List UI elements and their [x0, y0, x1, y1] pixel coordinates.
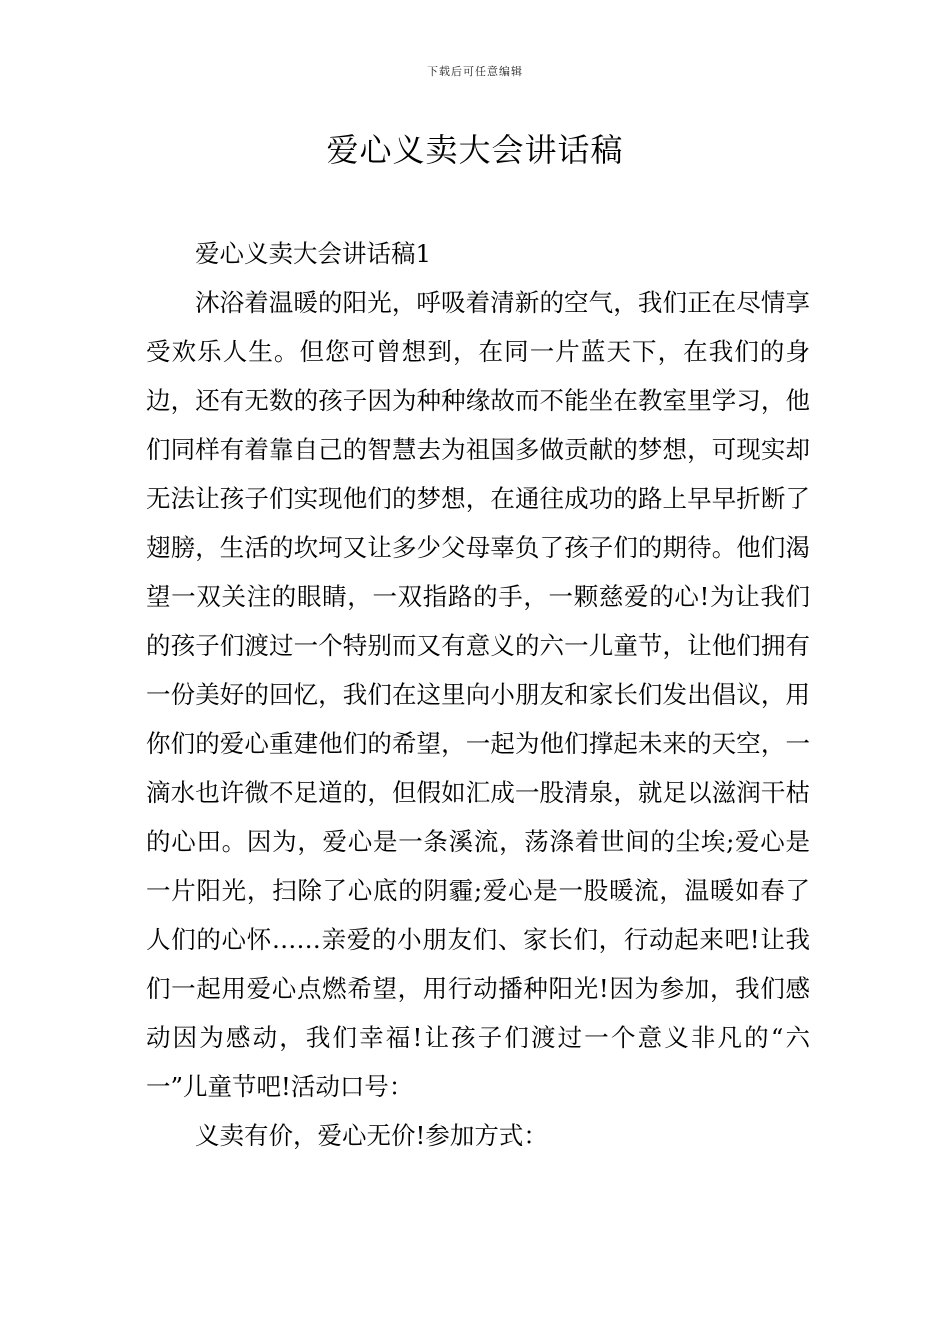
section-heading: 爱心义卖大会讲话稿1	[195, 239, 432, 268]
body-paragraph: 义卖有价，爱心无价!参加方式：	[195, 1121, 548, 1150]
document-title: 爱心义卖大会讲话稿	[326, 131, 624, 169]
header-note: 下载后可任意编辑	[427, 65, 523, 78]
document-body	[146, 229, 810, 1160]
body-paragraph: 沐浴着温暖的阳光，呼吸着清新的空气，我们正在尽情享受欢乐人生。但您可曾想到，在同一片蓝天下，在我们的身边，还有无数的孩子因为种种缘故而不能坐在教室里学习，他们同样有着靠自己的智慧去为祖国多做贡献的梦想，可现实却无法让孩子们实现他们的梦想，在通往成功的路上早早折断了翅膀，生活的坎坷又让多少父母辜负了孩子们的期待。他们渴望一双关注的眼睛，一双指路的手，一颗慈爱的心!为让我们的孩子们渡过一个特别而又有意义的六一儿童节，让他们拥有一份美好的回忆，我们在这里向小朋友和家长们发出倡议，用你们的爱心重建他们的希望，一起为他们撑起未来的天空，一滴水也许微不足道的，但假如汇成一股清泉，就足以滋润干枯的心田。因为，爱心是一条溪流，荡涤着世间的尘埃;爱心是一片阳光，扫除了心底的阴霾;爱心是一股暖流，温暖如春了人们的心怀……亲爱的小朋友们、家长们，行动起来吧!让我们一起用爱心点燃希望，用行动播种阳光!因为参加，我们感动因为感动，我们幸福!让孩子们渡过一个意义非凡的“六一”儿童节吧!活动口号：	[146, 288, 810, 1101]
